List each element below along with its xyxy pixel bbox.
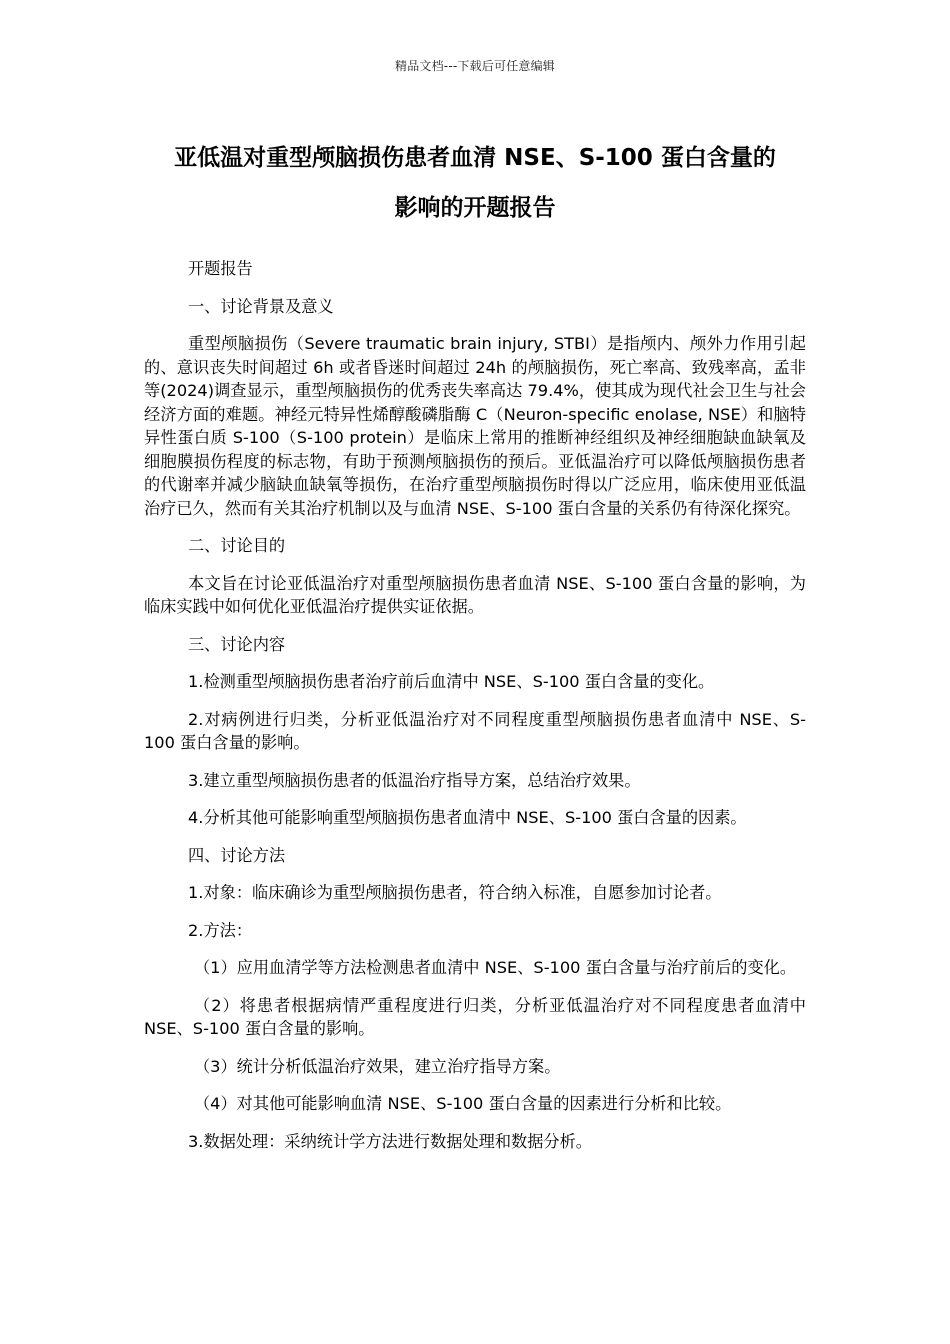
methods-item-1: 1.对象：临床确诊为重型颅脑损伤患者，符合纳入标准，自愿参加讨论者。 <box>188 883 722 902</box>
methods-subitem-4: （4）对其他可能影响血清 NSE、S-100 蛋白含量的因素进行分析和比较。 <box>194 1094 732 1113</box>
content-item-2: 2.对病例进行归类，分析亚低温治疗对不同程度重型颅脑损伤患者血清中 NSE、S-100 蛋白含量的影响。 <box>144 709 806 752</box>
methods-subitem-3: （3）统计分析低温治疗效果，建立治疗指导方案。 <box>194 1056 561 1076</box>
methods-item-2: 2.方法： <box>188 920 253 940</box>
title-line-2: 影响的开题报告 <box>394 195 556 221</box>
paragraph-background: 重型颅脑损伤（Severe traumatic brain injury, STBI）是指颅内、颅外力作用引起的、意识丧失时间超过 6h 或者昏迷时间超过 24h 的颅脑损伤，死亡率高、致残率高，孟非等(2024)调查显示，重型颅脑损伤的优秀丧失率高达 79.4%，使其成为现代社会卫生与社会经济方面的难题。神经元特异性烯醇酸磷脂酶 C（Neuron-specific enolase, NSE）和脑特异性蛋白质 S-100（S-100 protein）是临床上常用的推断神经组织及神经细胞缺血缺氧及细胞膜损伤程度的标志物，有助于预测颅脑损伤的预后。亚低温治疗可以降低颅脑损伤患者的代谢率并减少脑缺血缺氧等损伤，在治疗重型颅脑损伤时得以广泛应用，临床使用亚低温治疗已久，然而有关其治疗机制以及与血清 NSE、S-100 蛋白含量的关系仍有待深化探究。 <box>144 334 806 518</box>
report-label: 开题报告 <box>188 259 253 278</box>
section-heading-methods: 四、讨论方法 <box>188 845 286 865</box>
paragraph-purpose: 本文旨在讨论亚低温治疗对重型颅脑损伤患者血清 NSE、S-100 蛋白含量的影响，为临床实践中如何优化亚低温治疗提供实证依据。 <box>144 573 806 616</box>
section-heading-background: 一、讨论背景及意义 <box>188 296 334 316</box>
methods-subitem-2: （2）将患者根据病情严重程度进行归类，分析亚低温治疗对不同程度患者血清中 NSE、S-100 蛋白含量的影响。 <box>144 995 806 1038</box>
methods-subitem-1: （1）应用血清学等方法检测患者血清中 NSE、S-100 蛋白含量与治疗前后的变化。 <box>194 958 797 977</box>
document-title <box>120 133 830 233</box>
content-item-3: 3.建立重型颅脑损伤患者的低温治疗指导方案，总结治疗效果。 <box>188 770 641 790</box>
document-body <box>144 257 806 1167</box>
methods-item-3: 3.数据处理：采纳统计学方法进行数据处理和数据分析。 <box>188 1131 592 1151</box>
content-item-1: 1.检测重型颅脑损伤患者治疗前后血清中 NSE、S-100 蛋白含量的变化。 <box>188 672 715 691</box>
content-item-4: 4.分析其他可能影响重型颅脑损伤患者血清中 NSE、S-100 蛋白含量的因素。 <box>188 808 747 827</box>
section-heading-content: 三、讨论内容 <box>188 634 286 654</box>
page-header: 精品文档---下载后可任意编辑 <box>395 59 555 73</box>
section-heading-purpose: 二、讨论目的 <box>188 536 286 555</box>
title-line-1: 亚低温对重型颅脑损伤患者血清 NSE、S-100 蛋白含量的 <box>174 145 776 171</box>
